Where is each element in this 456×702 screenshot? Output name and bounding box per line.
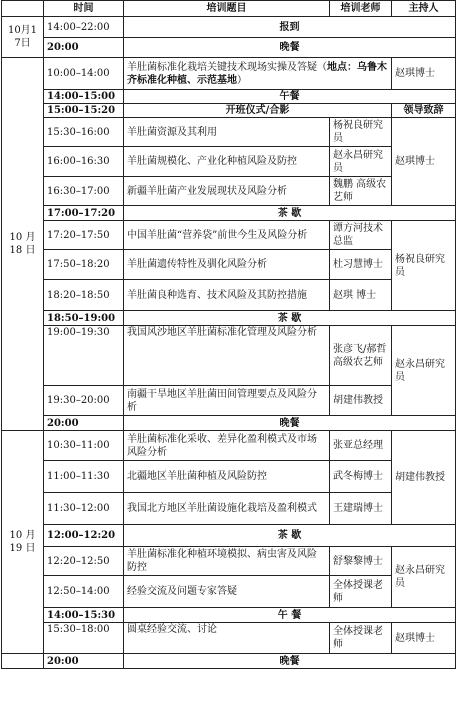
row-topic: 午 餐 <box>124 608 456 623</box>
row-topic: 中国羊肚菌“营养袋”前世今生及风险分析 <box>124 221 330 250</box>
row-teacher: 赵琪 博士 <box>330 280 392 311</box>
row-teacher: 张彦飞/郝哲高级农艺师 <box>330 326 392 386</box>
row-topic: 经验交流及问题专家答疑 <box>124 576 330 608</box>
header-teacher: 培训老师 <box>330 1 392 17</box>
row-time: 16:30–17:00 <box>44 177 124 206</box>
table-row <box>2 608 456 623</box>
row-time: 11:30–12:00 <box>44 493 124 525</box>
row-topic: 羊肚菌规模化、产业化种植风险及防控 <box>124 147 330 177</box>
row-teacher: 舒黎黎博士 <box>330 547 392 576</box>
row-time: 17:20–17:50 <box>44 221 124 250</box>
row-teacher: 赵永昌研究员 <box>330 147 392 177</box>
row-topic: 茶 歇 <box>124 311 456 326</box>
row-host: 领导致辞 <box>392 104 456 118</box>
table-row <box>2 280 456 311</box>
row-time: 15:30–16:00 <box>44 118 124 147</box>
row-time: 19:30–20:00 <box>44 386 124 416</box>
row-time: 12:50–14:00 <box>44 576 124 608</box>
schedule-table <box>1 0 456 669</box>
row-time: 15:30–18:00 <box>44 623 124 654</box>
row-teacher: 魏鹏 高级农艺师 <box>330 177 392 206</box>
row-topic: 羊肚菌标准化采收、差异化盈利模式及市场风险分析 <box>124 431 330 461</box>
table-row <box>2 311 456 326</box>
row-time: 17:50–18:20 <box>44 250 124 280</box>
table-row <box>2 416 456 431</box>
row-time: 20:00 <box>44 654 124 669</box>
header-host: 主持人 <box>392 1 456 17</box>
row-teacher: 张亚总经理 <box>330 431 392 461</box>
row-time: 11:00–11:30 <box>44 461 124 493</box>
table-row <box>2 654 456 669</box>
table-row <box>2 326 456 386</box>
row-host: 赵琪博士 <box>392 623 456 654</box>
row-host: 赵永昌研究员 <box>392 326 456 416</box>
table-row <box>2 221 456 250</box>
table-row <box>2 576 456 608</box>
header-topic: 培训题目 <box>124 1 330 17</box>
row-time: 12:20–12:50 <box>44 547 124 576</box>
row-topic: 南疆干旱地区羊肚菌田间管理要点及风险分析 <box>124 386 330 416</box>
row-time: 18:50–19:00 <box>44 311 124 326</box>
row-topic: 羊肚菌良种选育、技术风险及其防控措施 <box>124 280 330 311</box>
day-date-blank <box>2 654 44 669</box>
header-row <box>2 1 456 17</box>
row-topic: 茶 歇 <box>124 525 456 547</box>
day-date: 10月17日 <box>2 17 44 58</box>
table-row <box>2 525 456 547</box>
row-time: 18:20–18:50 <box>44 280 124 311</box>
row-host: 赵琪博士 <box>392 118 456 206</box>
row-time: 14:00–15:00 <box>44 90 124 104</box>
row-host: 赵琪博士 <box>392 58 456 90</box>
table-row <box>2 250 456 280</box>
table-row <box>2 431 456 461</box>
header-time: 时间 <box>44 1 124 17</box>
row-teacher: 全体授课老师 <box>330 623 392 654</box>
table-row <box>2 206 456 221</box>
row-teacher: 谭方河技术总监 <box>330 221 392 250</box>
table-row <box>2 386 456 416</box>
day-date: 10 月 19 日 <box>2 431 44 654</box>
table-row <box>2 90 456 104</box>
row-host: 赵永昌研究员 <box>392 547 456 608</box>
row-teacher: 武冬梅博士 <box>330 461 392 493</box>
row-topic: 北疆地区羊肚菌种植及风险防控 <box>124 461 330 493</box>
row-time: 20:00 <box>44 416 124 431</box>
topic-location: 地点：乌鲁木齐标准化种植、示范基地 <box>127 61 387 86</box>
table-row <box>2 461 456 493</box>
row-topic: 午餐 <box>124 90 456 104</box>
row-teacher: 杨祝良研究员 <box>330 118 392 147</box>
row-time: 14:00–22:00 <box>44 17 124 38</box>
row-topic: 羊肚菌标准化种植环境模拟、病虫害及风险防控 <box>124 547 330 576</box>
row-time: 10:30–11:00 <box>44 431 124 461</box>
table-row <box>2 17 456 38</box>
table-row <box>2 547 456 576</box>
table-row <box>2 493 456 525</box>
row-topic <box>124 58 392 90</box>
row-topic: 我国风沙地区羊肚菌标准化管理及风险分析 <box>124 326 330 386</box>
row-time: 10:00–14:00 <box>44 58 124 90</box>
topic-tail: ） <box>237 74 247 86</box>
row-host: 胡建伟教授 <box>392 431 456 525</box>
day-date: 10 月 18 日 <box>2 58 44 431</box>
row-time: 15:00–15:20 <box>44 104 124 118</box>
table-row <box>2 38 456 58</box>
header-date <box>2 1 44 17</box>
table-row <box>2 177 456 206</box>
row-topic: 晚餐 <box>124 416 456 431</box>
row-time: 14:00–15:30 <box>44 608 124 623</box>
row-topic: 晚餐 <box>124 38 456 58</box>
row-topic: 新疆羊肚菌产业发展现状及风险分析 <box>124 177 330 206</box>
row-host: 杨祝良研究员 <box>392 221 456 311</box>
row-teacher: 全体授课老师 <box>330 576 392 608</box>
table-row <box>2 58 456 90</box>
table-row <box>2 118 456 147</box>
row-teacher: 胡建伟教授 <box>330 386 392 416</box>
row-time: 19:00–19:30 <box>44 326 124 386</box>
row-time: 17:00–17:20 <box>44 206 124 221</box>
row-topic: 开班仪式/合影 <box>124 104 392 118</box>
row-teacher: 王建瑞博士 <box>330 493 392 525</box>
row-time: 16:00–16:30 <box>44 147 124 177</box>
table-row <box>2 104 456 118</box>
row-topic: 茶 歇 <box>124 206 456 221</box>
table-row <box>2 623 456 654</box>
table-row <box>2 147 456 177</box>
row-teacher: 杜习慧博士 <box>330 250 392 280</box>
topic-text: 羊肚菌标准化栽培关键技术现场实操及答疑（ <box>127 61 327 73</box>
row-topic: 报到 <box>124 17 456 38</box>
row-topic: 圆桌经验交流、讨论 <box>124 623 330 654</box>
row-topic: 晚餐 <box>124 654 456 669</box>
row-time: 20:00 <box>44 38 124 58</box>
row-topic: 羊肚菌遗传特性及驯化风险分析 <box>124 250 330 280</box>
row-topic: 羊肚菌资源及其利用 <box>124 118 330 147</box>
row-topic: 我国北方地区羊肚菌设施化栽培及盈利模式 <box>124 493 330 525</box>
row-time: 12:00–12:20 <box>44 525 124 547</box>
